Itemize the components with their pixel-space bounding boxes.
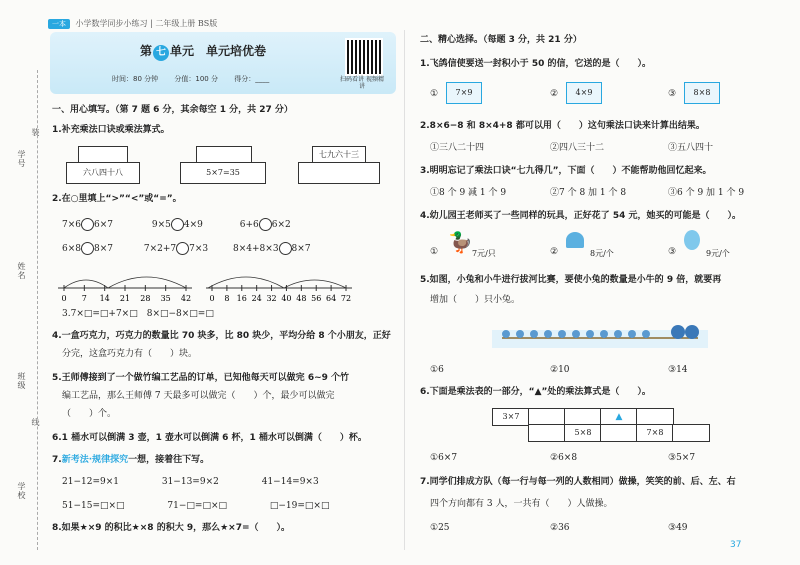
envelope-icon: 7×9 xyxy=(446,82,482,104)
s2-q7-opt2[interactable]: ②36 xyxy=(550,523,570,533)
s2-q5-opt1[interactable]: ①6 xyxy=(430,365,444,375)
qr-code-icon[interactable] xyxy=(345,38,383,76)
tick-label: 21 xyxy=(119,294,131,303)
hop-arc xyxy=(284,280,346,288)
envelope-icon: 8×8 xyxy=(684,82,720,104)
s2-q4-opt2[interactable]: ② xyxy=(550,247,559,257)
tick-label: 28 xyxy=(140,294,151,303)
s1-q2: 2.在○里填上“>”“<”或“=”。 xyxy=(52,194,182,204)
s2-q7-opt1[interactable]: ①25 xyxy=(430,523,450,533)
compare-circle[interactable] xyxy=(81,242,94,255)
s1-q1: 1.补充乘法口诀或乘法算式。 xyxy=(52,125,170,135)
s2-q6-opt3[interactable]: ③5×7 xyxy=(668,453,696,463)
tick-label: 7 xyxy=(81,294,87,303)
qr-caption: 扫码看讲 视频精讲 xyxy=(340,76,384,90)
tick-label: 42 xyxy=(180,294,192,303)
tick-label: 64 xyxy=(326,294,337,303)
compare-circle[interactable] xyxy=(176,242,189,255)
s2-q5b: 增加（ ）只小兔。 xyxy=(430,295,521,305)
title-pre: 第 xyxy=(140,44,153,58)
column-divider xyxy=(404,30,405,550)
q2-row-2: 6×8 8×7 7×2+7 7×3 8×4+8×3 8×7 xyxy=(62,244,311,254)
unit-title xyxy=(140,42,266,61)
tick-label: 40 xyxy=(281,294,292,303)
s2-q3-opt1[interactable]: ①8 个 9 减 1 个 9 xyxy=(430,188,507,198)
unit-banner xyxy=(50,32,396,94)
section2-heading: 二、精心选择。（每题 3 分，共 21 分） xyxy=(420,35,582,45)
duck-toy-icon: 🦆 xyxy=(448,230,473,254)
table-cell xyxy=(600,424,638,442)
s2-q5-opt2[interactable]: ②10 xyxy=(550,365,570,375)
gutter-label-class: 班级 xyxy=(17,372,26,390)
s2-q6-opt1[interactable]: ①6×7 xyxy=(430,453,458,463)
s2-q1-opt3[interactable]: ③ xyxy=(668,89,677,99)
top-toy-icon xyxy=(566,232,584,248)
score-total: 分值：100 分 xyxy=(174,75,218,83)
gutter-label-name: 姓名 xyxy=(17,262,26,280)
triangle-icon: ▲ xyxy=(615,412,623,422)
s2-q7b: 四个方向都有 3 人，一共有（ ）人做操。 xyxy=(430,499,613,509)
s2-q4-opt1[interactable]: ① xyxy=(430,247,439,257)
q1-box-2: 5×7=35 xyxy=(180,162,266,184)
gutter-cut-mark: 装 xyxy=(31,128,40,137)
table-cell xyxy=(672,424,710,442)
section1-heading: 一、用心填写。（第 7 题 6 分，其余每空 1 分，共 27 分） xyxy=(52,105,293,115)
s1-q4: 4.一盒巧克力，巧克力的数量比 70 块多，比 80 块少，平均分给 8 个小朋友，正好 xyxy=(52,331,391,341)
s2-q2: 2.8×6−8 和 8×4+8 都可以用（ ）这句乘法口诀来计算出结果。 xyxy=(420,121,705,131)
s2-q4: 4.幼儿园王老师买了一些同样的玩具，正好花了 54 元，她买的可能是（ ）。 xyxy=(420,211,741,221)
table-cell: 5×8 xyxy=(564,424,602,442)
tick-label: 32 xyxy=(266,294,277,303)
tick-label: 0 xyxy=(209,294,215,303)
hop-arc xyxy=(64,280,108,288)
s2-q3: 3.明明忘记了乘法口诀“七九得几”，下面（ ）不能帮助他回忆起来。 xyxy=(420,166,712,176)
book-header: 一本 小学数学同步小练习 | 二年级上册 BS版 xyxy=(48,18,217,29)
doll-price: 9元/个 xyxy=(706,249,730,258)
edition-label: 二年级上册 BS版 xyxy=(155,19,218,28)
s2-q1-opt1[interactable]: ① xyxy=(430,89,439,99)
s2-q6-opt2[interactable]: ②6×8 xyxy=(550,453,578,463)
time-limit: 时间：80 分钟 xyxy=(112,75,159,83)
tick-label: 0 xyxy=(61,294,67,303)
s2-q5-opt3[interactable]: ③14 xyxy=(668,365,688,375)
s1-q4b: 分完，这盒巧克力有（ ）块。 xyxy=(62,349,198,359)
s1-q3-line: 3.7×□=□+7×□ 8×□−8×□=□ xyxy=(62,309,214,319)
title-post: 单元 单元培优卷 xyxy=(170,44,267,58)
page-number: 37 xyxy=(730,540,742,550)
duck-price: 7元/只 xyxy=(472,249,496,258)
s2-q5: 5.如图，小兔和小牛进行拔河比赛，要使小兔的数量是小牛的 9 倍，就要再 xyxy=(420,275,722,285)
q7-row-1: 21−12=9×1 31−13=9×2 41−14=9×3 xyxy=(62,477,319,487)
q1-box-1: 六八四十八 xyxy=(66,162,140,184)
q2-row-1: 7×6 6×7 9×5 4×9 6+6 6×2 xyxy=(62,220,291,230)
s1-q5: 5.王师傅接到了一个做竹编工艺品的订单，已知他每天可以做完 6~9 个竹 xyxy=(52,373,350,383)
s1-q8: 8.如果★×9 的积比★×8 的积大 9，那么★×7=（ ）。 xyxy=(52,523,290,533)
binding-gutter xyxy=(0,0,44,565)
s2-q7-opt3[interactable]: ③49 xyxy=(668,523,688,533)
compare-circle[interactable] xyxy=(279,242,292,255)
gutter-label-school: 学校 xyxy=(17,482,26,500)
q7-row-2: 51−15=□×□ 71−□=□×□ □−19=□×□ xyxy=(62,501,330,511)
s2-q3-opt2[interactable]: ②7 个 8 加 1 个 8 xyxy=(550,188,627,198)
compare-circle[interactable] xyxy=(259,218,272,231)
score-got: 得分：____ xyxy=(234,75,270,83)
series-tag: 一本 xyxy=(48,19,70,29)
envelope-icon: 4×9 xyxy=(566,82,602,104)
s2-q6: 6.下面是乘法表的一部分，“▲”处的乘法算式是（ ）。 xyxy=(420,387,651,397)
q1-box-3: 七九六十三 xyxy=(312,146,366,164)
exam-meta xyxy=(112,74,283,84)
tick-label: 56 xyxy=(311,294,322,303)
number-line-figure xyxy=(56,266,396,306)
series-name: 小学数学同步小练习 xyxy=(75,19,148,28)
s1-q6: 6.1 桶水可以倒满 3 壶，1 壶水可以倒满 6 杯，1 桶水可以倒满（ ）杯。 xyxy=(52,433,367,443)
tug-of-war-picture xyxy=(492,316,708,356)
s2-q4-opt3[interactable]: ③ xyxy=(668,247,677,257)
q7-tag: 新考法·规律探究 xyxy=(61,455,129,465)
tick-label: 24 xyxy=(251,294,262,303)
table-cell: 7×8 xyxy=(636,424,674,442)
q1-box-bottom-3[interactable] xyxy=(298,162,380,184)
unit-number-badge: 七 xyxy=(153,45,169,61)
top-price: 8元/个 xyxy=(590,249,614,258)
s1-q5b: 编工艺品，那么王师傅 7 天最多可以做完（ ）个，最少可以做完 xyxy=(62,391,335,401)
compare-circle[interactable] xyxy=(81,218,94,231)
gutter-cut-mark-2: 线 xyxy=(31,418,40,427)
s2-q7: 7.同学们排成方队（每一行与每一列的人数相同）做操，笑笑的前、后、左、右 xyxy=(420,477,736,487)
tick-label: 8 xyxy=(224,294,230,303)
table-cell xyxy=(528,424,566,442)
tick-label: 72 xyxy=(340,294,352,303)
s2-q3-opt3[interactable]: ③6 个 9 加 1 个 9 xyxy=(668,188,745,198)
s2-q2-opt2[interactable]: ②四八三十二 xyxy=(550,143,605,153)
table-cell: 3×7 xyxy=(492,408,530,426)
s2-q2-opt3[interactable]: ③五八四十 xyxy=(668,143,714,153)
s1-q5c: （ ）个。 xyxy=(62,409,117,419)
tick-label: 48 xyxy=(296,294,307,303)
cut-line xyxy=(37,70,38,550)
s1-q7: 7.新考法·规律探究一想，接着往下写。 xyxy=(52,455,210,465)
s2-q1-opt2[interactable]: ② xyxy=(550,89,559,99)
hop-arc xyxy=(208,277,284,288)
gutter-label-id: 学号 xyxy=(17,150,26,168)
tick-label: 35 xyxy=(160,294,171,303)
tick-label: 16 xyxy=(236,294,247,303)
s2-q2-opt1[interactable]: ①三八二十四 xyxy=(430,143,485,153)
tick-label: 14 xyxy=(99,294,110,303)
compare-circle[interactable] xyxy=(171,218,184,231)
s2-q1: 1.飞鸽信使要送一封积小于 50 的信，它送的是（ ）。 xyxy=(420,59,651,69)
hop-arc xyxy=(108,277,186,288)
doll-toy-icon xyxy=(684,230,700,250)
